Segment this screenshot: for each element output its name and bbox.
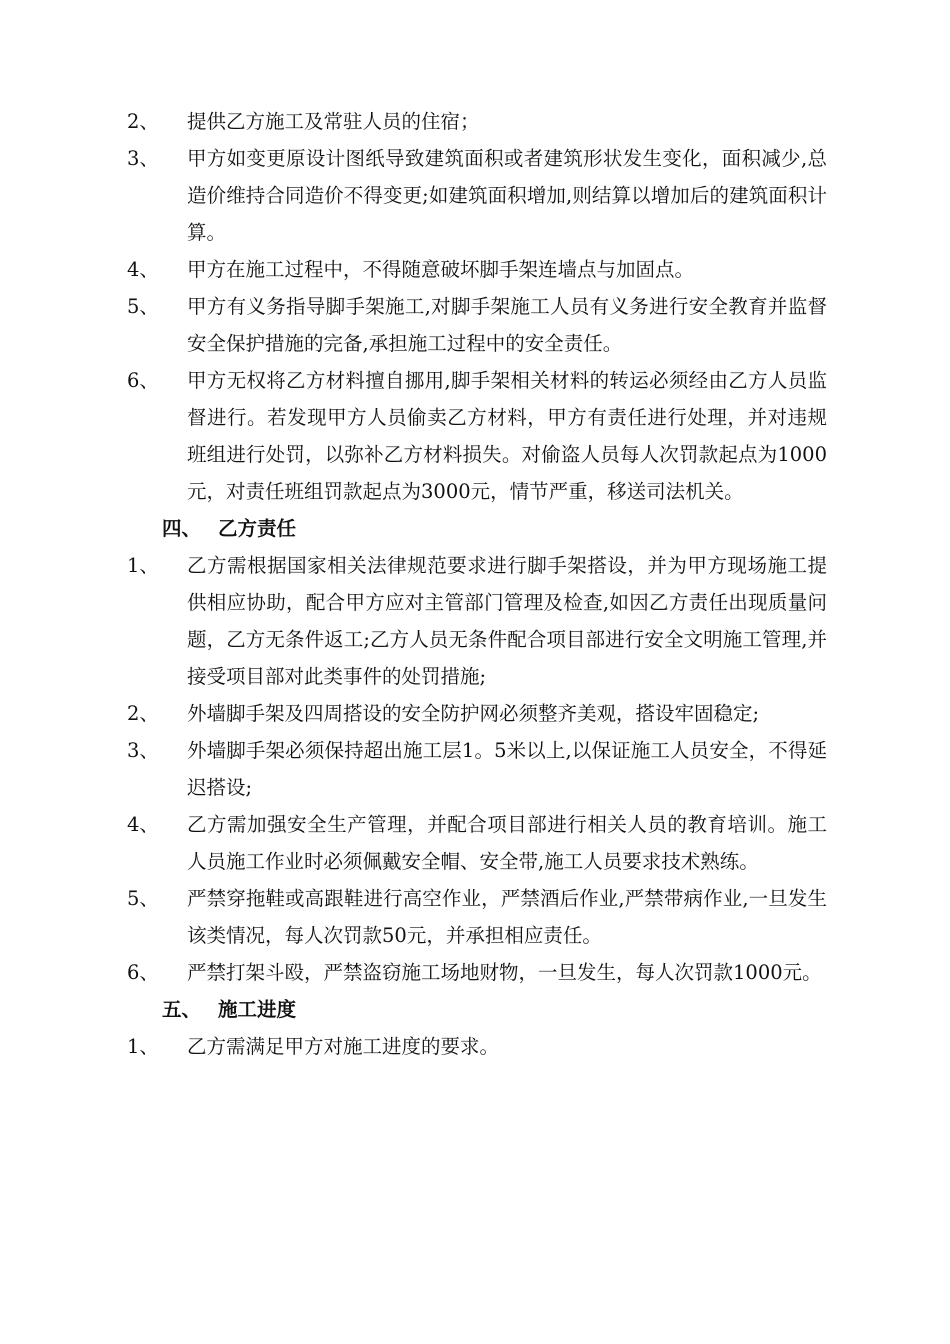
list-item — [127, 880, 827, 954]
section-number: 五、 — [162, 998, 202, 1021]
list-item-text: 严禁穿拖鞋或高跟鞋进行高空作业，严禁酒后作业,严禁带病作业,一旦发生该类情况，每人次罚款50元，并承担相应责任。 — [187, 887, 827, 947]
list-item-text: 严禁打架斗殴，严禁盗窃施工场地财物，一旦发生，每人次罚款1000元。 — [187, 961, 822, 984]
list-item-text: 乙方需加强安全生产管理，并配合项目部进行相关人员的教育培训。施工人员施工作业时必须佩戴安全帽、安全带,施工人员要求技术熟练。 — [187, 813, 827, 873]
list-item-text: 甲方在施工过程中，不得随意破坏脚手架连墙点与加固点。 — [187, 258, 695, 281]
list-item — [127, 251, 827, 288]
list-item-number: 2、 — [127, 702, 159, 725]
document-page — [0, 103, 950, 1065]
list-item-number: 2、 — [127, 110, 159, 133]
section-heading — [162, 510, 950, 547]
list-item-number: 6、 — [127, 369, 159, 392]
list-item-number: 3、 — [127, 739, 159, 762]
list-item-text: 外墙脚手架及四周搭设的安全防护网必须整齐美观，搭设牢固稳定; — [187, 702, 760, 725]
list-item — [127, 140, 827, 251]
section-number: 四、 — [162, 517, 202, 540]
list-item-number: 1、 — [127, 1035, 159, 1058]
list-item-number: 1、 — [127, 554, 159, 577]
list-item-number: 6、 — [127, 961, 159, 984]
list-item-text: 乙方需满足甲方对施工进度的要求。 — [187, 1035, 500, 1058]
list-item — [127, 288, 827, 362]
list-item — [127, 732, 827, 806]
list-item-text: 甲方有义务指导脚手架施工,对脚手架施工人员有义务进行安全教育并监督安全保护措施的完备,承担施工过程中的安全责任。 — [187, 295, 827, 355]
list-item — [127, 954, 827, 991]
list-item — [127, 103, 827, 140]
section-title: 施工进度 — [218, 998, 297, 1021]
list-item — [127, 695, 827, 732]
list-item-text: 提供乙方施工及常驻人员的住宿； — [187, 110, 480, 133]
list-item — [127, 362, 827, 510]
list-item — [127, 806, 827, 880]
list-item-text: 甲方无权将乙方材料擅自挪用,脚手架相关材料的转运必须经由乙方人员监督进行。若发现甲方人员偷卖乙方材料，甲方有责任进行处理，并对违规班组进行处罚，以弥补乙方材料损失。对偷盗人员每人次罚款起点为1000元，对责任班组罚款起点为3000元，情节严重，移送司法机关。 — [187, 369, 827, 503]
list-item-text: 乙方需根据国家相关法律规范要求进行脚手架搭设，并为甲方现场施工提供相应协助，配合甲方应对主管部门管理及检查,如因乙方责任出现质量问题，乙方无条件返工;乙方人员无条件配合项目部进行安全文明施工管理,并接受项目部对此类事件的处罚措施; — [187, 554, 827, 688]
list-item-text: 外墙脚手架必须保持超出施工层1。5米以上,以保证施工人员安全，不得延迟搭设; — [187, 739, 827, 799]
list-item-number: 4、 — [127, 813, 159, 836]
list-item-number: 3、 — [127, 147, 159, 170]
list-item-number: 5、 — [127, 887, 159, 910]
list-item-number: 5、 — [127, 295, 159, 318]
list-item — [127, 547, 827, 695]
section-heading — [162, 991, 950, 1028]
list-item-number: 4、 — [127, 258, 159, 281]
list-item-text: 甲方如变更原设计图纸导致建筑面积或者建筑形状发生变化，面积减少,总造价维持合同造价不得变更;如建筑面积增加,则结算以增加后的建筑面积计算。 — [187, 147, 827, 244]
section-title: 乙方责任 — [218, 517, 297, 540]
list-item — [127, 1028, 827, 1065]
